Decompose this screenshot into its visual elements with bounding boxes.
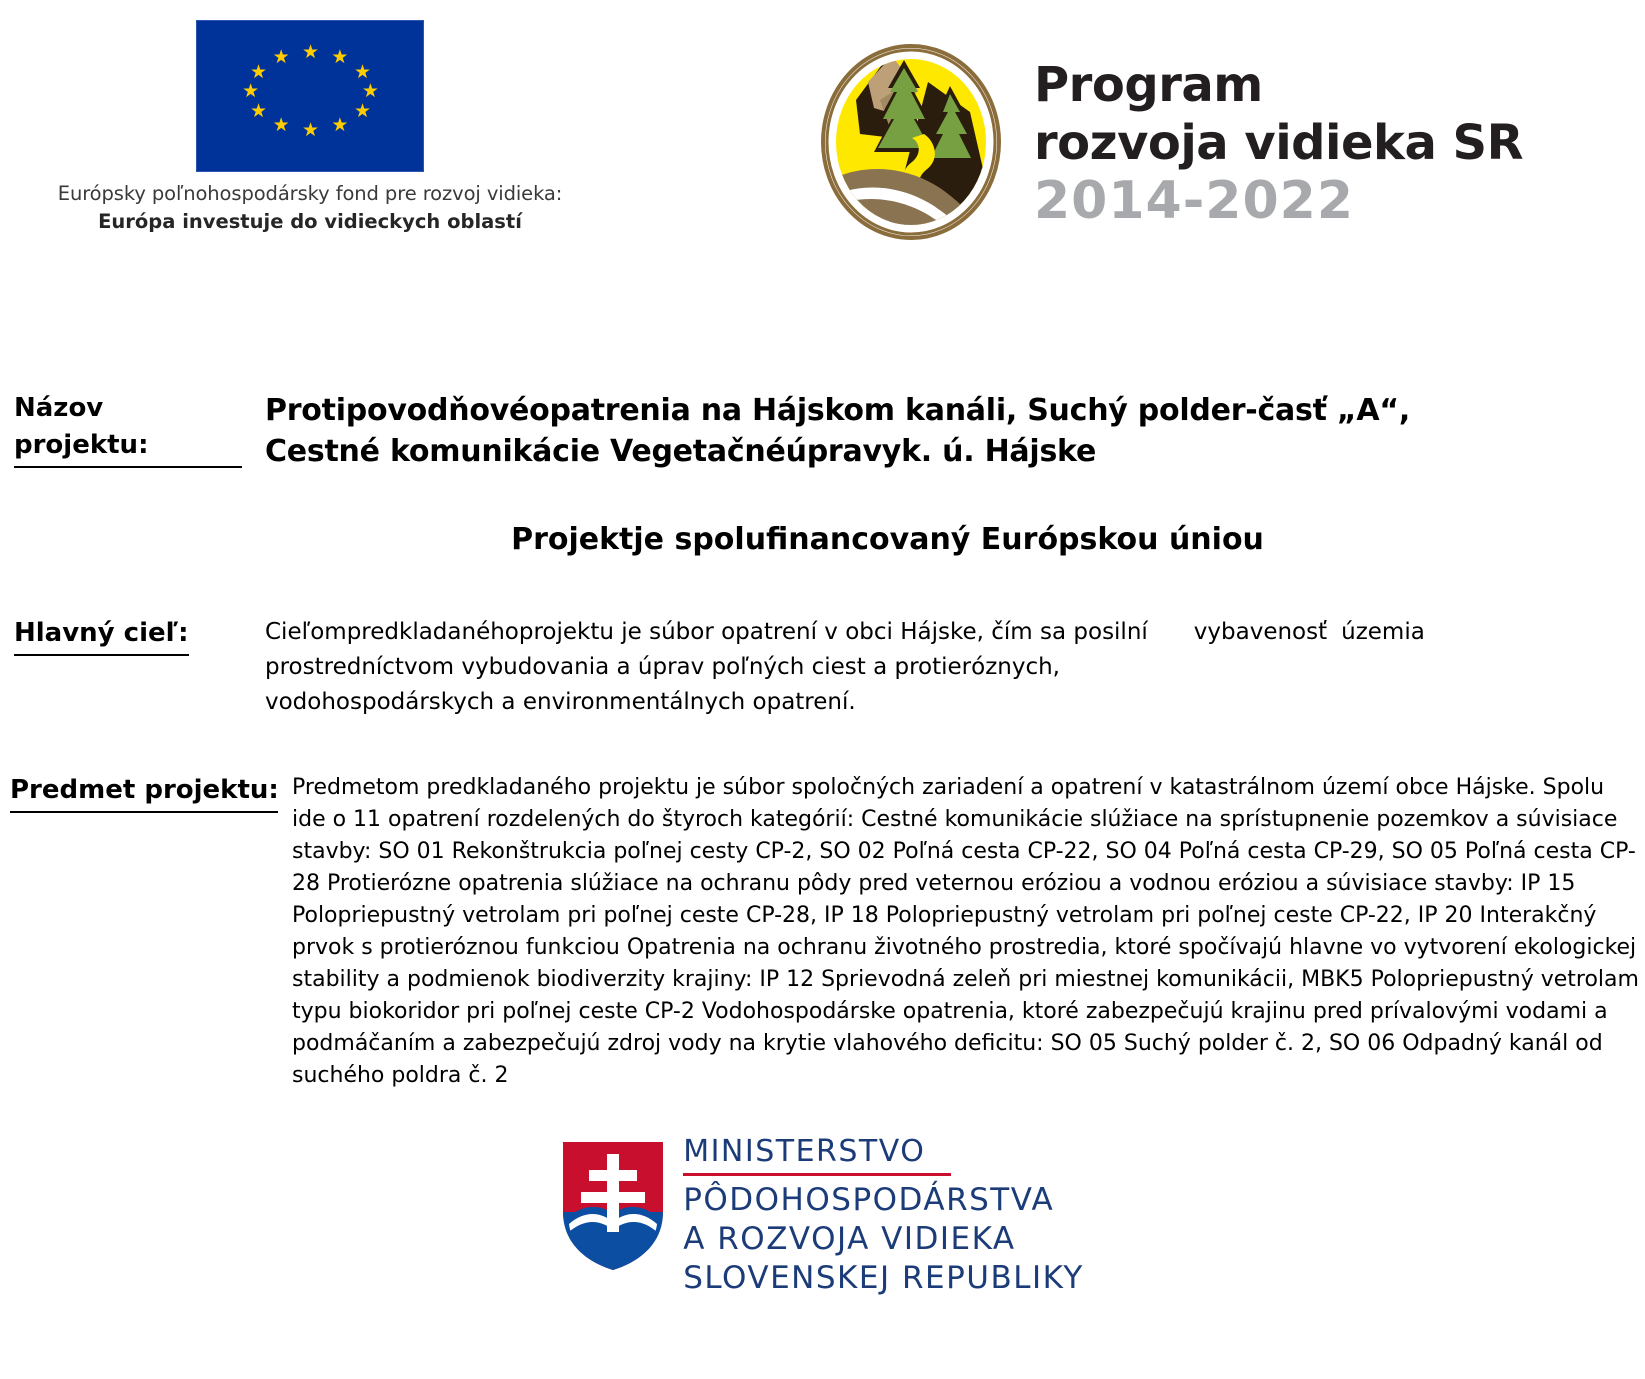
eu-caption-line1: Európsky poľnohospodársky fond pre rozvoj vidieka: [57,182,563,205]
eu-caption [0,180,620,235]
eu-caption-line2: Európa investuje do vidieckych oblastí [98,209,522,233]
project-subject-label-text: Predmet projektu: [10,775,279,805]
project-title-line2: Cestné komunikácie Vegetačnéúpravyk. ú. Hájske [265,434,1097,469]
prv-wordmark [1034,42,1523,230]
prv-logo [820,42,1523,242]
main-goal-label-text: Hlavný cieľ: [14,618,189,648]
project-name-section [0,390,1645,560]
project-subject-label-underline [10,811,278,813]
cofinancing-note: Projektje spolufinancovaný Európskou úniou [511,522,1264,557]
eu-funding-logo [0,20,620,235]
ministry-line4: SLOVENSKEJ REPUBLIKY [683,1260,1084,1296]
main-goal-line1-part3: územia [1341,619,1425,645]
prv-years: 2014-2022 [1034,171,1355,231]
main-goal-line1 [265,615,1615,650]
main-goal-line2: prostredníctvom vybudovania a úprav poľných ciest a protierόznych, [265,654,1060,680]
main-goal-text-block [265,615,1645,720]
main-goal-section [0,615,1645,720]
prv-title-line2: rozvoja vidieka SR [1034,115,1524,171]
ministry-line2: PÔDOHOSPODÁRSTVA [683,1182,1055,1218]
ministry-line3: A ROZVOJA VIDIEKA [683,1221,1016,1257]
project-title-line1: Protipovodňovéopatrenia na Hájskom kanáli, Suchý polder-časť „A“, [265,393,1410,428]
project-name-label [0,390,265,468]
main-goal-line1-part1: Cieľompredkladanéhoprojektu je súbor opatrení v obci Hájske, čím sa posilní [265,619,1148,645]
project-name-label-line1: Názov [14,393,104,423]
ministry-logo [0,1134,1645,1298]
slovak-coat-of-arms-icon [561,1140,665,1272]
main-goal-line1-part2: vybavenosť [1193,619,1328,645]
prv-title-line1: Program [1034,57,1263,113]
project-subject-text-block [292,772,1645,1092]
main-goal-label-underline [14,654,189,656]
ministry-line1: MINISTERSTVO [683,1134,926,1169]
ministry-red-rule [683,1173,951,1176]
project-name-label-line2: projektu: [14,430,149,460]
project-title-block [265,390,1645,560]
project-subject-label [0,772,292,813]
project-subject-section [0,772,1645,1092]
document-body [0,390,1645,1298]
project-name-label-underline [14,466,242,468]
ministry-wordmark [683,1134,1084,1298]
prv-landscape-emblem-icon [820,42,1002,242]
main-goal-line3: vodohospodárskych a environmentálnych opatrení. [265,689,856,715]
project-subject-text: Predmetom predkladaného projektu je súbor spoločných zariadení a opatrení v katastrálnom území obce Hájske. Spolu ide o 11 opatrení rozdelených do štyroch kategórií: Cestné komunikácie slúžiace na sprístupnenie pozemkov a súvisiace stavby: SO 01 Rekonštrukcia poľnej cesty CP-2, SO 02 Poľná cesta CP-22, SO 04 Poľná cesta CP-29, SO 05 Poľná cesta CP-28 Protierózne opatrenia slúžiace na ochranu pôdy pred veternou eróziou a vodnou eróziou a súvisiace stavby: IP 15 Polopriepustný vetrolam pri poľnej ceste CP-28, IP 18 Polopriepustný vetrolam pri poľnej ceste CP-22, IP 20 Interakčný prvok s protieróznou funkciou Opatrenia na ochranu životného prostredia, ktoré spočívajú hlavne vo vytvorení ekologickej stability a podmienok biodiverzity krajiny: IP 12 Sprievodná zeleň pri miestnej komunikácii, MBK5 Polopriepustný vetrolam typu biokoridor pri poľnej ceste CP-2 Vodohospodárske opatrenia, ktoré zabezpečujú krajinu pred prívalovými vodami a podmáčaním a zabezpečujú zdroj vody na krytie vlahového deficitu: SO 05 Suchý polder č. 2, SO 06 Odpadný kanál od suchého poldra č. 2 [292,775,1639,1088]
main-goal-label [0,615,265,656]
european-union-flag: ★ ★ ★ ★ ★ ★ ★ ★ ★ ★ ★ ★ [196,20,424,172]
header-logos [0,0,1645,300]
